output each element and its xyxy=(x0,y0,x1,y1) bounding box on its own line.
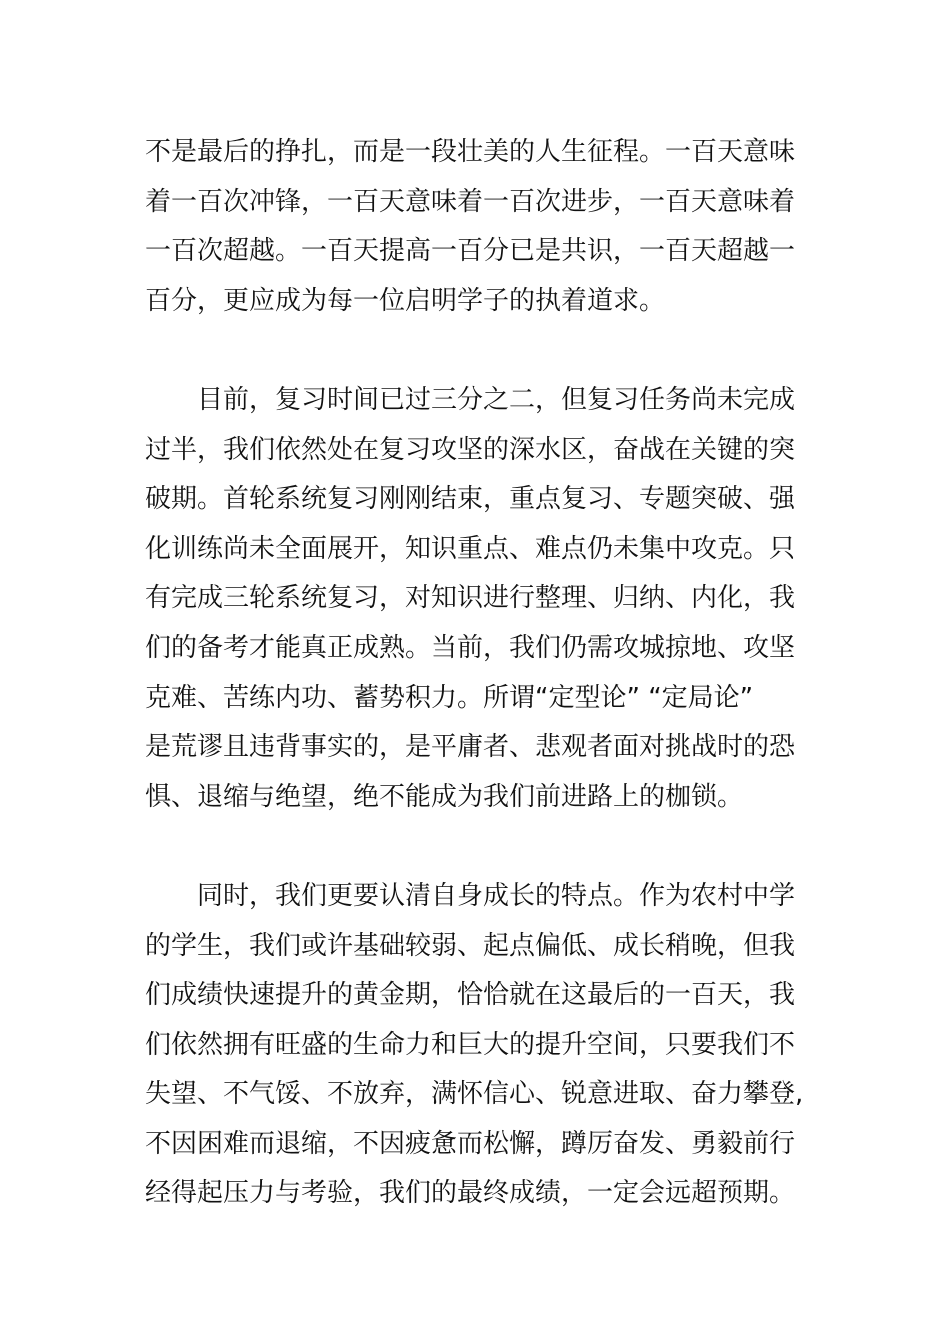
paragraph-line: 克难、苦练内功、蓄势积力。所谓“定型论” “定局论” xyxy=(145,682,754,713)
paragraph-line: 破期。首轮系统复习刚刚结束，重点复习、专题突破、强 xyxy=(145,484,796,515)
paragraph-1 xyxy=(145,128,815,326)
paragraph-line: 们成绩快速提升的黄金期，恰恰就在这最后的一百天，我 xyxy=(145,980,796,1011)
paragraph-gap xyxy=(145,326,815,376)
paragraph-line: 的学生，我们或许基础较弱、起点偏低、成长稍晚，但我 xyxy=(145,930,796,961)
paragraph-line: 经得起压力与考验，我们的最终成绩，一定会远超预期。 xyxy=(145,1178,796,1209)
paragraph-line: 惧、退缩与绝望，绝不能成为我们前进路上的枷锁。 xyxy=(145,781,744,812)
paragraph-line: 目前，复习时间已过三分之二，但复习任务尚未完成 xyxy=(197,384,796,415)
paragraph-line: 有完成三轮系统复习，对知识进行整理、归纳、内化，我 xyxy=(145,583,796,614)
paragraph-line: 是荒谬且违背事实的，是平庸者、悲观者面对挑战时的恐 xyxy=(145,732,796,763)
paragraph-line: 同时，我们更要认清自身成长的特点。作为农村中学 xyxy=(197,880,796,911)
paragraph-line: 不是最后的挣扎，而是一段壮美的人生征程。一百天意味 xyxy=(145,137,796,167)
paragraph-line: 失望、不气馁、不放弃，满怀信心、锐意进取、奋力攀登, xyxy=(145,1079,804,1110)
paragraph-line: 百分，更应成为每一位启明学子的执着道求。 xyxy=(145,285,666,316)
paragraph-2 xyxy=(145,376,815,822)
paragraph-line: 着一百次冲锋，一百天意味着一百次进步，一百天意味着 xyxy=(145,186,796,217)
paragraph-line: 们依然拥有旺盛的生命力和巨大的提升空间，只要我们不 xyxy=(145,1029,796,1060)
paragraph-line: 不因困难而退缩，不因疲惫而松懈，蹲厉奋发、勇毅前行 xyxy=(145,1128,796,1159)
paragraph-line: 过半，我们依然处在复习攻坚的深水区，奋战在关键的突 xyxy=(145,434,796,465)
paragraph-3 xyxy=(145,872,815,1219)
paragraph-line: 们的备考才能真正成熟。当前，我们仍需攻城掠地、攻坚 xyxy=(145,632,796,663)
paragraph-line: 化训练尚未全面展开，知识重点、难点仍未集中攻克。只 xyxy=(145,533,796,564)
document-body xyxy=(145,128,815,1219)
paragraph-gap xyxy=(145,822,815,872)
paragraph-line: 一百次超越。一百天提高一百分已是共识，一百天超越一 xyxy=(145,236,796,267)
